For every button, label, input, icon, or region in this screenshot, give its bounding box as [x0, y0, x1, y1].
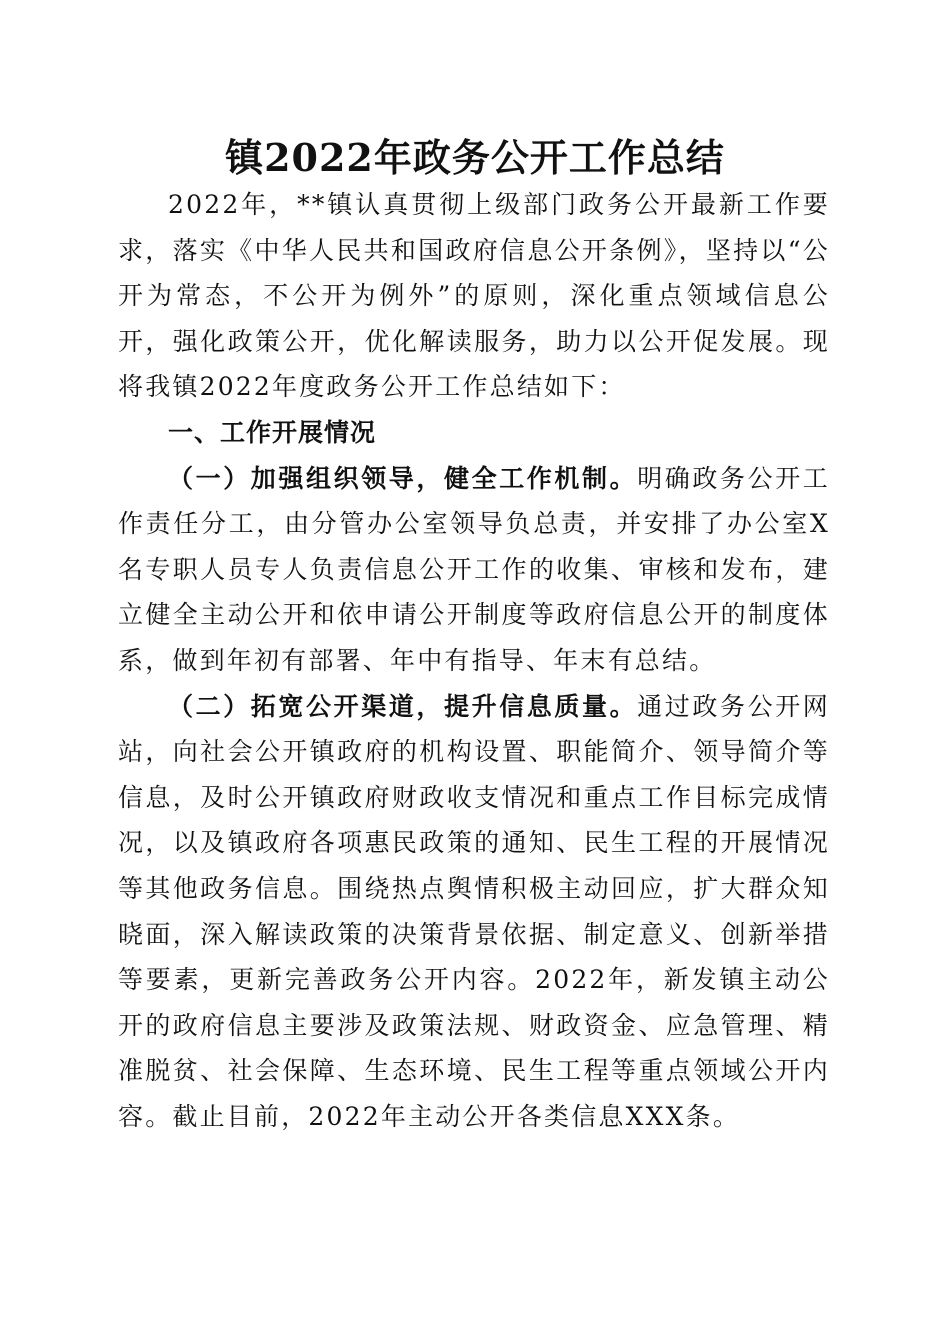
item-1-text: 明确政务公开工作责任分工，由分管办公室领导负总责，并安排了办公室X名专职人员专人负责信息公开工作的收集、审核和发布，建立健全主动公开和依申请公开制度等政府信息公开的制度体系，做到年初有部署、年中有指导、年末有总结。 — [118, 463, 831, 675]
document-title: 镇2022年政务公开工作总结 — [225, 135, 725, 180]
document-body — [118, 182, 830, 1139]
item-1-lead: （一）加强组织领导，健全工作机制。 — [168, 463, 638, 493]
item-2-lead: （二）拓宽公开渠道，提升信息质量。 — [168, 691, 638, 721]
item-2-text: 通过政务公开网站，向社会公开镇政府的机构设置、职能简介、领导简介等信息，及时公开镇政府财政收支情况和重点工作目标完成情况，以及镇政府各项惠民政策的通知、民生工程的开展情况等其他政务信息。围绕热点舆情积极主动回应，扩大群众知晓面，深入解读政策的决策背景依据、制定意义、创新举措等要素，更新完善政务公开内容。2022年，新发镇主动公开的政府信息主要涉及政策法规、财政资金、应急管理、精准脱贫、社会保障、生态环境、民生工程等重点领域公开内容。截止目前，2022年主动公开各类信息XXX条。 — [118, 691, 831, 1131]
item-2-paragraph — [118, 684, 830, 1140]
item-1-paragraph — [118, 456, 830, 684]
intro-paragraph: 2022年，**镇认真贯彻上级部门政务公开最新工作要求，落实《中华人民共和国政府信息公开条例》，坚持以“公开为常态，不公开为例外”的原则，深化重点领域信息公开，强化政策公开，优化解读服务，助力以公开促发展。现将我镇2022年度政务公开工作总结如下： — [118, 190, 830, 402]
section-heading: 一、工作开展情况 — [168, 417, 377, 447]
